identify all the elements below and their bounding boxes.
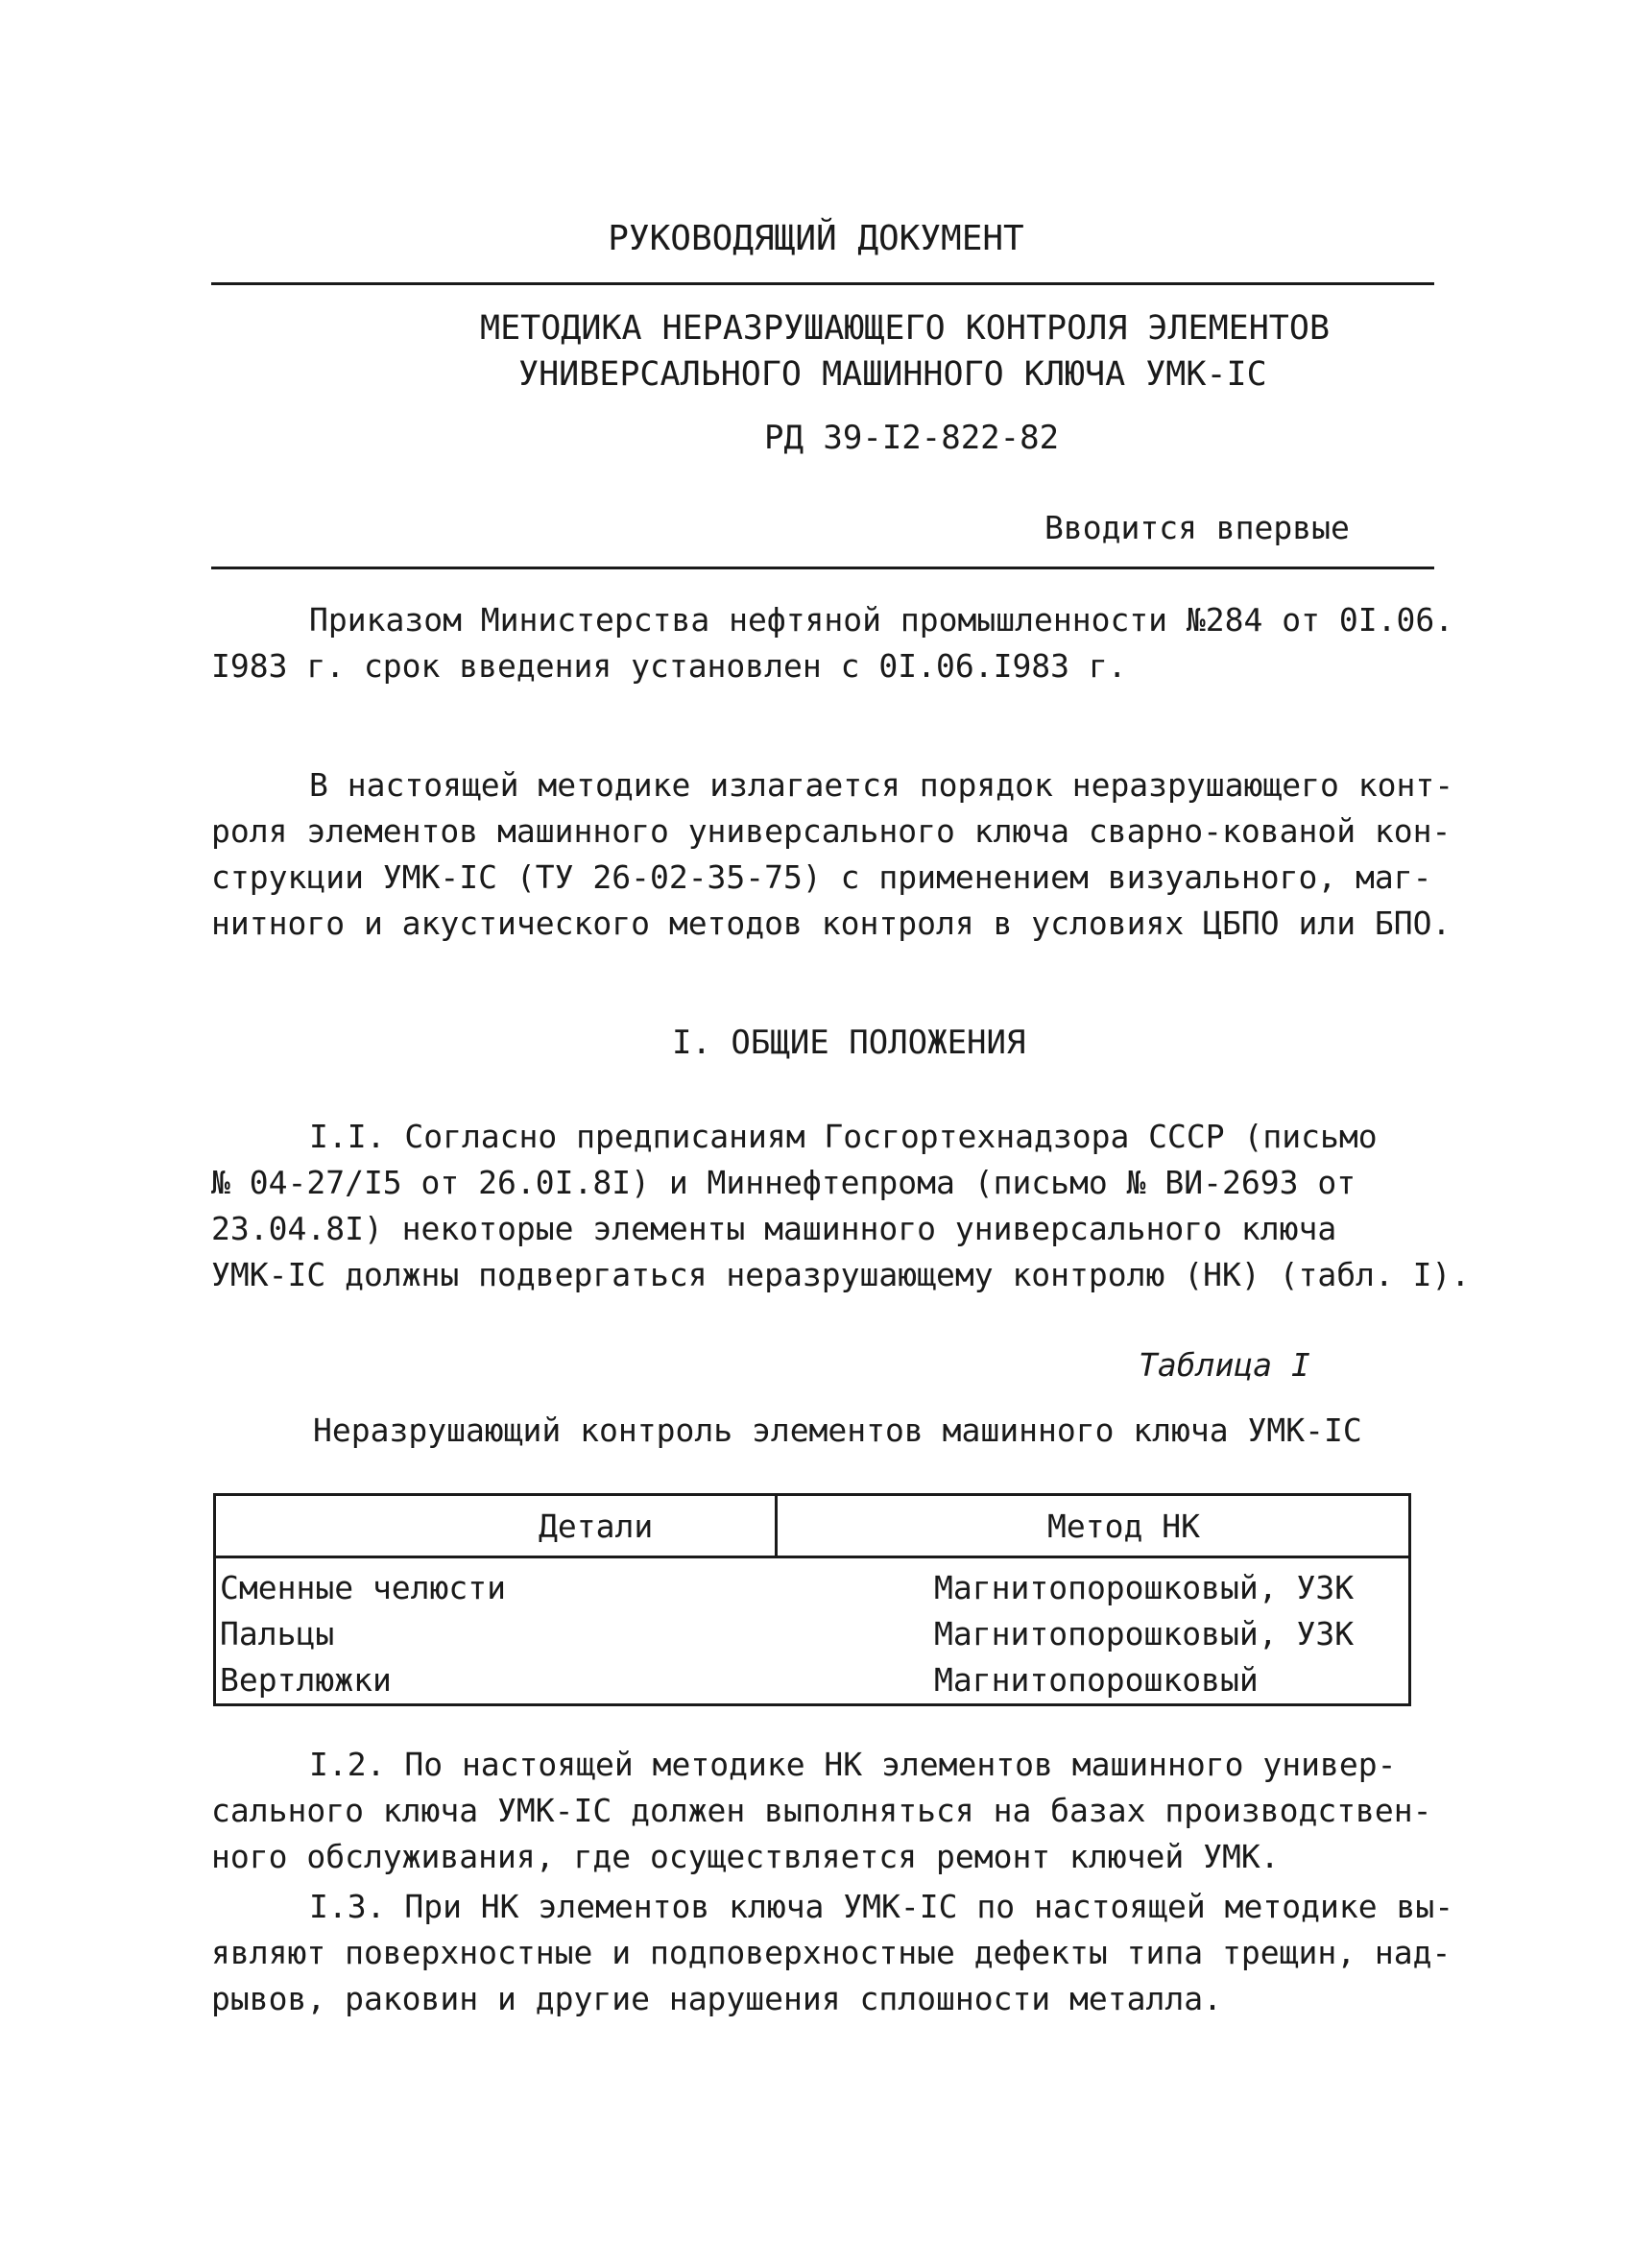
order-line: I983 г. срок введения установлен с 0I.06.I983 г. [211,647,1127,685]
paragraph-line: ного обслуживания, где осуществляется ремонт ключей УМК. [211,1838,1280,1875]
paragraph-line: № 04-27/I5 от 26.0I.8I) и Миннефтепрома (письмо № ВИ-2693 от [211,1164,1356,1201]
intro-note: Вводится впервые [1044,509,1350,546]
table-header-details: Детали [539,1508,654,1545]
nk-table [213,1493,1411,1706]
paragraph-line: УМК-IC должны подвергаться неразрушающему контролю (НК) (табл. I). [211,1256,1471,1293]
paragraph-line: I.2. По настоящей методике НК элементов машинного универ- [309,1746,1397,1783]
table-cell-method: Магнитопорошковый, УЗК [934,1569,1355,1606]
intro-line: В настоящей методике излагается порядок неразрушающего конт- [309,766,1454,804]
intro-line: струкции УМК-IC (ТУ 26-02-35-75) с применением визуального, маг- [211,858,1432,896]
table-header-method: Метод НК [1047,1508,1200,1545]
intro-line: нитного и акустического методов контроля в условиях ЦБПО или БПО. [211,905,1452,942]
title-line-2: УНИВЕРСАЛЬНОГО МАШИННОГО КЛЮЧА УМК-IC [518,355,1267,394]
table-column-divider [775,1496,778,1556]
section-heading: I. ОБЩИЕ ПОЛОЖЕНИЯ [672,1024,1026,1062]
document-type: РУКОВОДЯЩИЙ ДОКУМЕНТ [608,219,1024,258]
paragraph-line: I.I. Согласно предписаниям Госгортехнадзора СССР (письмо [309,1118,1378,1155]
intro-line: роля элементов машинного универсального ключа сварно-кованой кон- [211,812,1452,850]
table-caption: Неразрушающий контроль элементов машинного ключа УМК-IC [313,1411,1362,1449]
paragraph-line: являют поверхностные и подповерхностные дефекты типа трещин, над- [211,1934,1452,1971]
top-rule [211,282,1434,285]
table-cell-method: Магнитопорошковый, УЗК [934,1615,1355,1653]
table-cell-detail: Сменные челюсти [220,1569,507,1606]
paragraph-line: I.3. При НК элементов ключа УМК-IC по настоящей методике вы- [309,1888,1454,1925]
table-label: Таблица I [1139,1346,1310,1384]
document-code: РД 39-I2-822-82 [764,419,1060,457]
paragraph-line: 23.04.8I) некоторые элементы машинного универсального ключа [211,1210,1337,1247]
order-line: Приказом Министерства нефтяной промышленности №284 от 0I.06. [309,601,1454,639]
table-cell-detail: Вертлюжки [220,1661,392,1699]
paragraph-line: сального ключа УМК-IC должен выполняться на базах производствен- [211,1792,1432,1829]
title-line-1: МЕТОДИКА НЕРАЗРУШАЮЩЕГО КОНТРОЛЯ ЭЛЕМЕНТОВ [480,309,1331,348]
table-header-divider [216,1556,1408,1558]
paragraph-line: рывов, раковин и другие нарушения сплошности металла. [211,1980,1222,2017]
table-cell-detail: Пальцы [220,1615,335,1653]
table-cell-method: Магнитопорошковый [934,1661,1259,1699]
bottom-rule [211,567,1434,569]
